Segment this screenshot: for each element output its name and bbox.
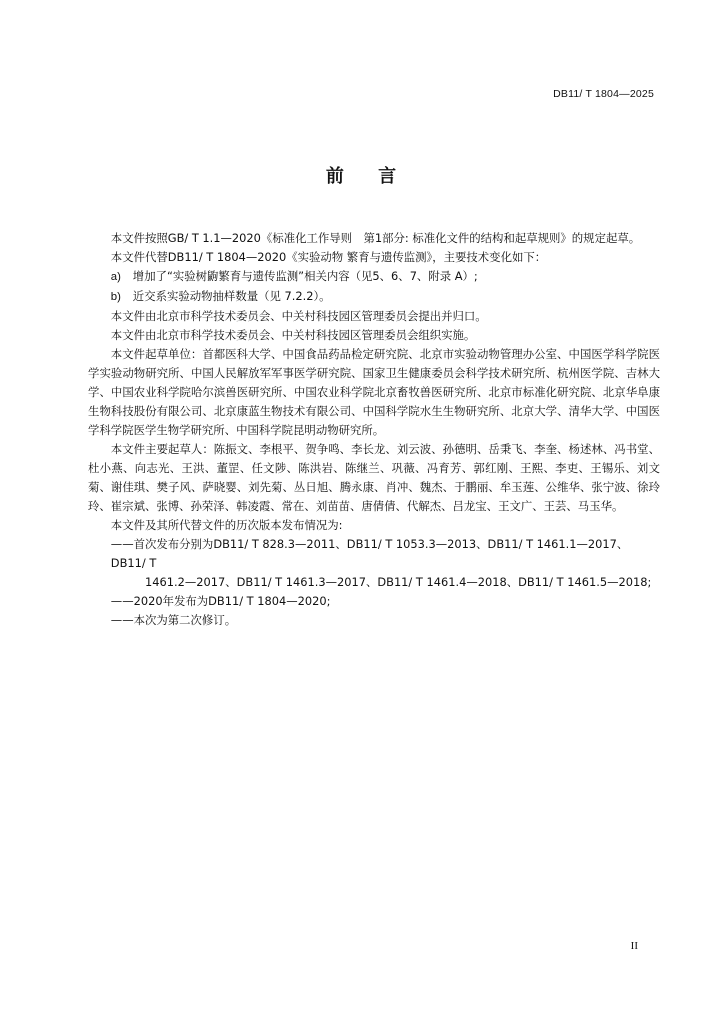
history-item-text: ——首次发布分别为DB11/ T 828.3—2011、DB11/ T 1053.3—2013、DB11/ T 1461.1—2017、DB11/ T — [110, 537, 629, 570]
list-marker: a) — [110, 271, 121, 283]
paragraph-replacement: 本文件代替DB11/ T 1804—2020《实验动物 繁育与遗传监测》，主要技术变化如下： — [110, 250, 547, 264]
list-marker: b) — [110, 291, 121, 303]
paragraph-drafters: 本文件主要起草人：陈振文、李根平、贺争鸣、李长龙、刘云波、孙德明、岳秉飞、李奎、杨述林、冯书堂、杜小燕、向志光、王洪、董罡、任文陟、陈洪岩、陈继兰、巩薇、冯育芳、郭红刚、王熙、李吏、王锡乐、刘文菊、谢佳琪、樊子风、萨晓婴、刘先菊、丛日旭、腾永康、肖冲、魏杰、于鹏丽、牟玉莲、公维华、张宁波、徐玲玲、崔宗斌、张博、孙荣泽、韩凌霞、常在、刘苗苗、唐倩倩、代解杰、吕龙宝、王文广、王芸、马玉华。 — [88, 442, 660, 513]
history-item: ——本次为第二次修订。 — [110, 613, 237, 627]
history-item — [88, 535, 660, 592]
list-item-text: 近交系实验动物抽样数量（见 7.2.2）。 — [132, 289, 331, 303]
foreword-body — [88, 229, 660, 630]
paragraph-drafting-rules: 本文件按照GB/ T 1.1—2020《标准化工作导则 第1部分: 标准化文件的结构和起草规则》的规定起草。 — [110, 231, 641, 245]
list-item-text: 增加了“实验树鼩繁育与遗传监测”相关内容（见5、6、7、附录 A）; — [132, 269, 478, 283]
paragraph-implemented-by: 本文件由北京市科学技术委员会、中关村科技园区管理委员会组织实施。 — [110, 328, 476, 342]
history-item-continuation: 1461.2—2017、DB11/ T 1461.3—2017、DB11/ T 1461.4—2018、DB11/ T 1461.5—2018; — [144, 575, 652, 589]
page-number: II — [630, 940, 638, 952]
paragraph-proposed-by: 本文件由北京市科学技术委员会、中关村科技园区管理委员会提出并归口。 — [110, 309, 487, 323]
paragraph-drafting-units: 本文件起草单位：首都医科大学、中国食品药品检定研究院、北京市实验动物管理办公室、中国医学科学院医学实验动物研究所、中国人民解放军军事医学研究院、国家卫生健康委员会科学技术研究所、杭州医学院、吉林大学、中国农业科学院哈尔滨兽医研究所、中国农业科学院北京畜牧兽医研究所、北京市标准化研究院、北京华阜康生物科技股份有限公司、北京康蓝生物技术有限公司、中国科学院水生生物研究所、北京大学、清华大学、中国医学科学院医学生物学研究所、中国科学院昆明动物研究所。 — [88, 347, 660, 437]
paragraph-history-intro: 本文件及其所代替文件的历次版本发布情况为: — [110, 518, 343, 532]
list-item — [88, 267, 660, 287]
document-number: DB11/ T 1804—2025 — [553, 88, 654, 100]
page-title: 前 言 — [325, 166, 411, 187]
history-item: ——2020年发布为DB11/ T 1804—2020; — [110, 594, 331, 608]
list-item — [88, 287, 660, 307]
